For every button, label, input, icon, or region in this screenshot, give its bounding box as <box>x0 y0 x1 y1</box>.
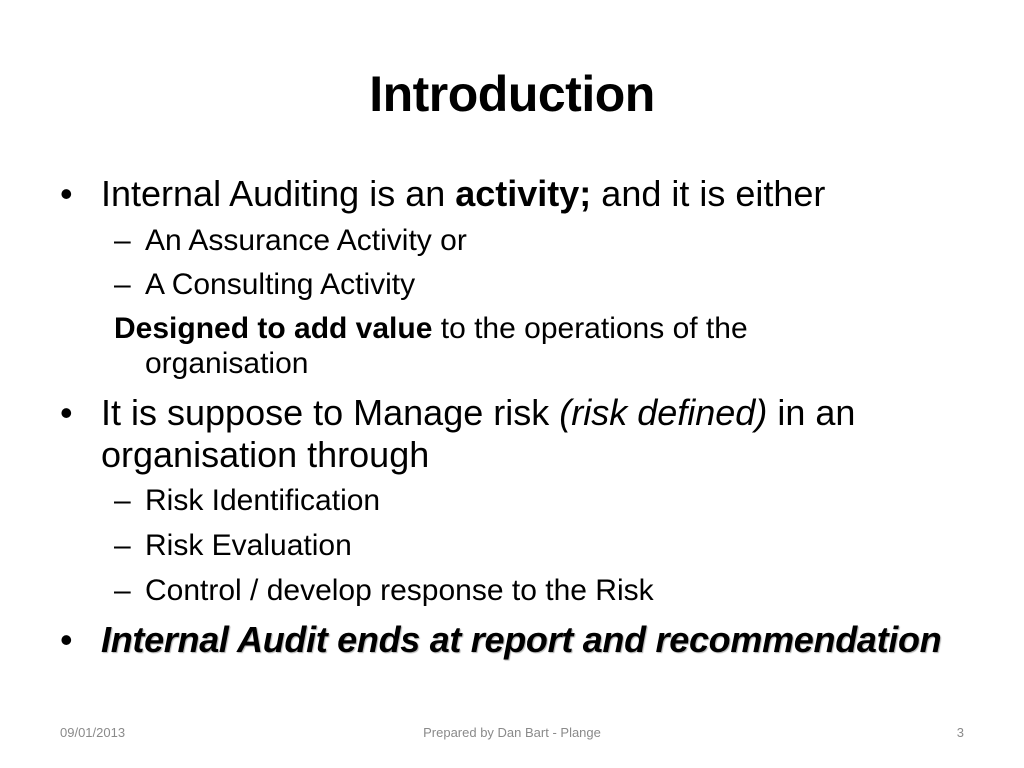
bullet-1-marker: • <box>60 173 73 214</box>
sub-2-1-marker: – <box>114 484 131 517</box>
footer-date: 09/01/2013 <box>60 725 126 740</box>
slide-title: Introduction <box>369 66 655 122</box>
bullet-2-text <box>101 393 855 433</box>
bullet-2-italic: (risk defined) <box>559 392 768 433</box>
note-text <box>114 312 748 346</box>
note-bold: Designed to add value <box>114 312 433 345</box>
sub-2-1-text: Risk Identification <box>145 484 381 517</box>
note-continuation: organisation <box>145 347 309 380</box>
bullet-1-bold: activity; <box>455 173 592 214</box>
bullet-2-post: in an <box>767 392 856 433</box>
bullet-2-marker: • <box>60 392 73 433</box>
sub-2-2-text: Risk Evaluation <box>145 529 352 562</box>
sub-1-2-text: A Consulting Activity <box>145 268 416 301</box>
bullet-1-text <box>101 174 825 214</box>
sub-2-3-marker: – <box>114 574 131 607</box>
bullet-1-pre: Internal Auditing is an <box>101 173 456 214</box>
bullet-3-text: Internal Audit ends at report and recommendation <box>101 619 942 660</box>
sub-2-2-marker: – <box>114 529 131 562</box>
sub-1-2-marker: – <box>114 268 131 301</box>
bullet-2-continuation: organisation through <box>101 434 430 475</box>
sub-1-1-marker: – <box>114 224 131 257</box>
bullet-3-marker: • <box>60 619 73 660</box>
sub-1-1-text: An Assurance Activity or <box>145 224 467 257</box>
sub-2-3-text: Control / develop response to the Risk <box>145 574 654 607</box>
footer-page-number: 3 <box>956 725 964 740</box>
bullet-1-post: and it is either <box>591 173 826 214</box>
footer-author: Prepared by Dan Bart - Plange <box>423 725 601 740</box>
bullet-2-pre: It is suppose to Manage risk <box>101 392 560 433</box>
note-rest: to the operations of the <box>432 312 748 345</box>
